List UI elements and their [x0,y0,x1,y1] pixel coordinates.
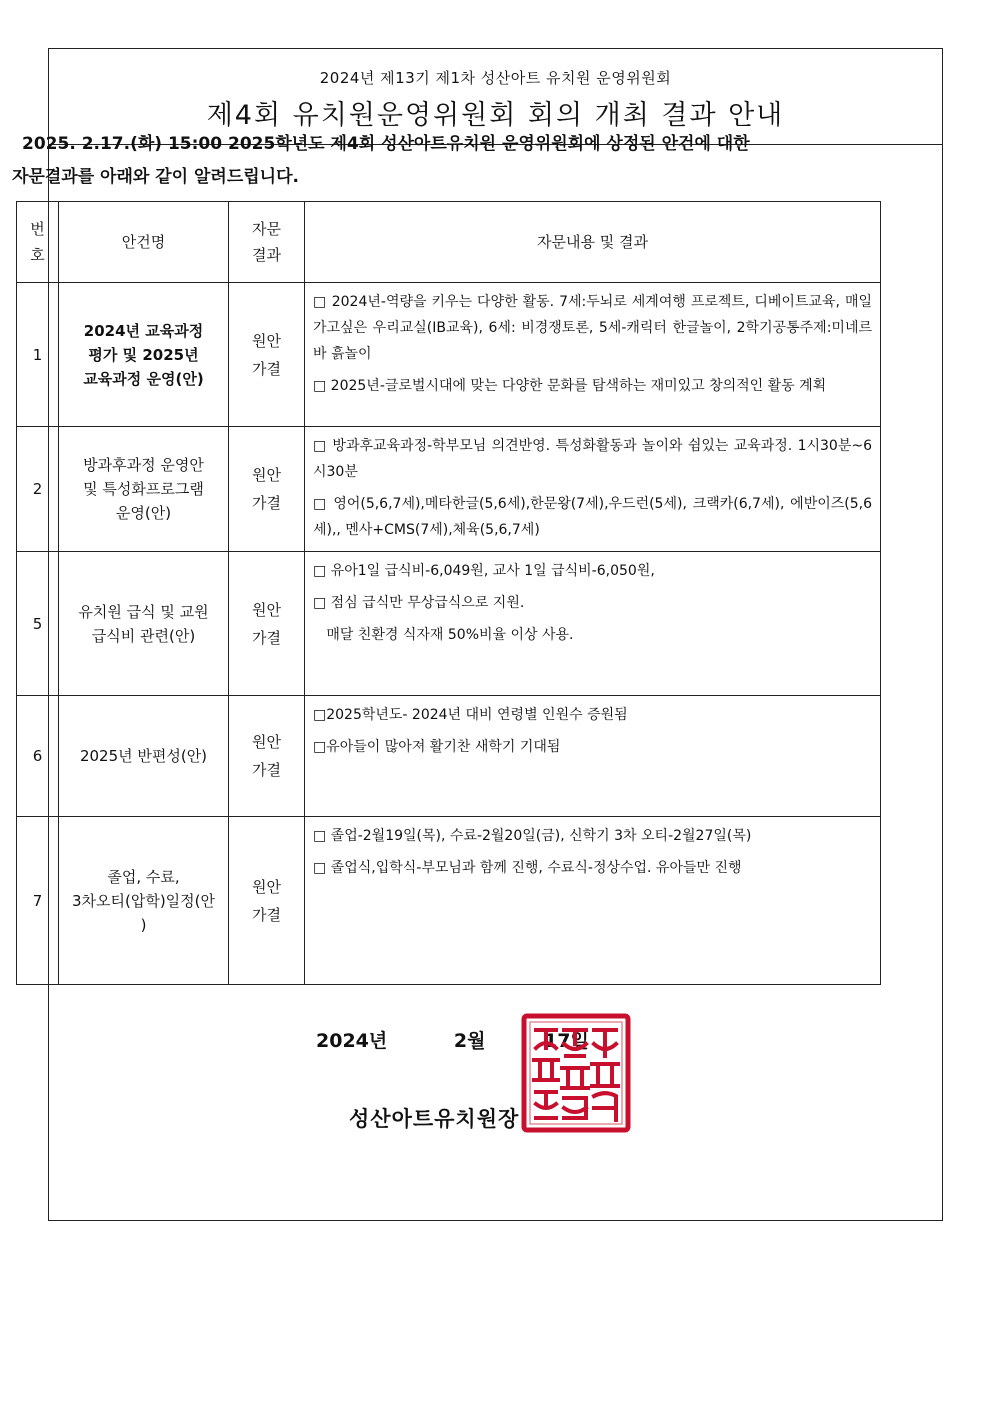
content-item: □ 졸업식,입학식-부모님과 함께 진행, 수료식-정상수업. 유아들만 진행 [313,860,742,876]
intro-line-2: 자문결과를 아래와 같이 알려드립니다. [12,167,299,187]
agenda-table [16,201,881,985]
result-line: 가결 [252,494,281,512]
content-item: □ 졸업-2월19일(목), 수료-2월20일(금), 신학기 3차 오티-2월27일(목) [313,828,752,844]
agenda-name-line: 졸업, 수료, [107,867,180,886]
row-content [305,283,881,427]
agenda-name-line: 3차오티(압학)일정(안 [71,891,216,910]
table-row [17,696,881,817]
signer-title: 성산아트유치원장 [349,1107,520,1131]
table-row [17,427,881,552]
intro-paragraph [12,128,872,194]
document-title: 제4회 유치원운영위원회 회의 개최 결과 안내 [206,100,785,131]
header-result-line1: 자문 [252,220,281,238]
row-number: 7 [17,817,59,985]
result-line: 가결 [252,628,281,647]
agenda-name-line: 평가 및 2025년 [88,345,199,364]
official-seal-icon [520,1012,632,1134]
agenda-name-line: 유치원 급식 및 교원 [78,602,209,621]
content-item: □유아들이 많아져 활기찬 새학기 기대됨 [313,739,561,755]
header-agenda-name: 안건명 [59,202,229,283]
agenda-name-line: 및 특성화프로그램 [83,480,204,498]
header-number-line1: 번 [30,220,45,238]
content-item: □ 2025년-글로벌시대에 맞는 다양한 문화를 탐색하는 재미있고 창의적인 활동 계획 [313,378,827,394]
result-line: 원안 [252,733,281,751]
agenda-name-line: ) [140,915,147,934]
table-header-row [17,202,881,283]
table-row [17,817,881,985]
agenda-name-line: 급식비 관련(안) [91,626,196,645]
header-subtitle: 2024년 제13기 제1차 성산아트 유치원 운영위원회 [319,69,672,87]
content-item: □ 점심 급식만 무상급식으로 지원. [313,595,525,611]
result-line: 원안 [252,600,281,619]
content-item: 매달 친환경 식자재 50%비율 이상 사용. [313,627,574,643]
table-row [17,283,881,427]
result-line: 원안 [252,877,281,896]
row-number: 6 [17,696,59,817]
row-result [229,552,305,696]
header-content: 자문내용 및 결과 [305,202,881,283]
row-agenda-name [59,552,229,696]
row-content [305,552,881,696]
date-year: 2024년 [316,1030,388,1052]
header-number [17,202,59,283]
result-line: 가결 [252,905,281,924]
row-agenda-name [59,427,229,552]
agenda-name-line: 2024년 교육과정 [83,321,204,340]
row-result [229,283,305,427]
header-result [229,202,305,283]
row-result [229,427,305,552]
row-number: 2 [17,427,59,552]
content-item: □ 방과후교육과정-학부모님 의견반영. 특성화활동과 놀이와 쉼있는 교육과정. 1시30분~6시30분 [313,438,872,480]
row-agenda-name [59,817,229,985]
agenda-name-line: 방과후과정 운영안 [83,456,204,474]
date-day: 17일 [544,1030,589,1052]
content-item: □2025학년도- 2024년 대비 연령별 인원수 증원됨 [313,707,628,723]
row-result [229,696,305,817]
date-month: 2월 [453,1030,486,1052]
content-item: □ 영어(5,6,7세),메타한글(5,6세),한문왕(7세),우드런(5세), 크랙카(6,7세), 에반이즈(5,6세),, 멘사+CMS(7세),체육(5,6,7세) [313,496,872,538]
intro-line-1: 2025. 2.17.(화) 15:00 2025학년도 제4회 성산아트유치원 운영위원회에 상정된 안건에 대한 [22,134,750,154]
result-line: 가결 [252,761,281,779]
row-agenda-name [59,696,229,817]
result-line: 가결 [252,359,281,378]
row-result [229,817,305,985]
agenda-name-line: 교육과정 운영(안) [83,369,204,388]
header-number-line2: 호 [30,246,45,264]
row-content [305,696,881,817]
content-item: □ 유아1일 급식비-6,049원, 교사 1일 급식비-6,050원, [313,563,655,579]
row-content [305,427,881,552]
agenda-name-line: 2025년 반편성(안) [79,747,208,765]
row-agenda-name [59,283,229,427]
table-row [17,552,881,696]
result-line: 원안 [252,331,281,350]
header-result-line2: 결과 [252,246,281,264]
agenda-name-line: 운영(안) [115,504,172,522]
row-number: 1 [17,283,59,427]
row-content [305,817,881,985]
result-line: 원안 [252,466,281,484]
row-number: 5 [17,552,59,696]
content-item: □ 2024년-역량을 키우는 다양한 활동. 7세:두뇌로 세계여행 프로젝트, 디베이트교육, 매일가고싶은 우리교실(IB교육), 6세: 비경쟁토론, 5세-캐릭터 한글놀이, 2학기공통주제:미네르바 흙놀이 [313,294,872,362]
